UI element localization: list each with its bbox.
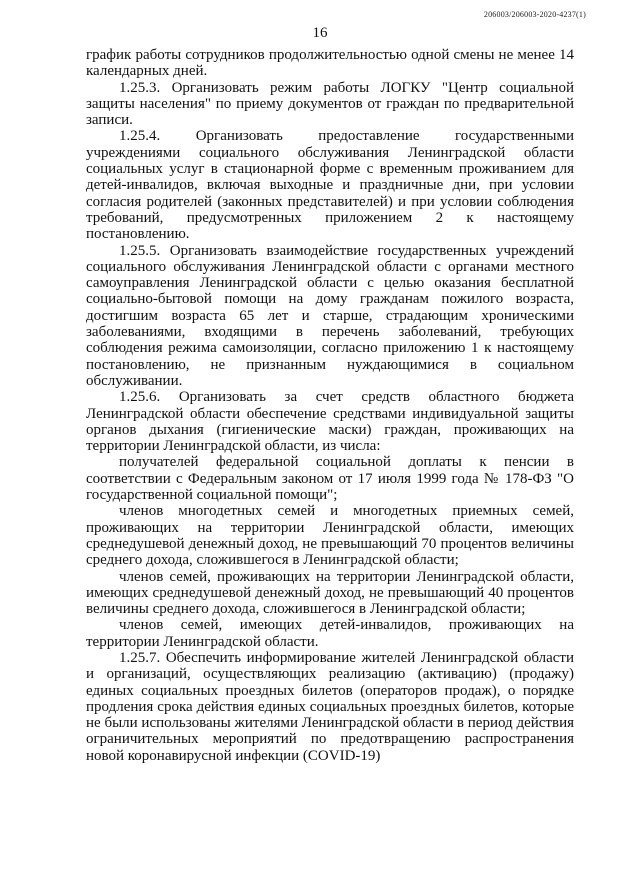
document-body bbox=[86, 47, 574, 764]
document-id: 206003/206003-2020-4237(1) bbox=[483, 10, 586, 19]
paragraph-1-25-6: 1.25.6. Организовать за счет средств областного бюджета Ленинградской области обеспечение средствами индивидуальной защиты органов дыхания (гигиенические маски) граждан, проживающих на территории Ленинградской области, из числа: bbox=[86, 389, 574, 455]
list-item-pension-recipients: получателей федеральной социальной доплаты к пенсии в соответствии с Федеральным законом от 17 июля 1999 года № 178-ФЗ "О государственной социальной помощи"; bbox=[86, 454, 574, 504]
list-item-families-disabled-children: членов семей, имеющих детей-инвалидов, проживающих на территории Ленинградской области. bbox=[86, 617, 574, 650]
paragraph-1-25-3: 1.25.3. Организовать режим работы ЛОГКУ "Центр социальной защиты населения" по приему документов от граждан по предварительной записи. bbox=[86, 79, 574, 129]
list-item-large-families: членов многодетных семей и многодетных приемных семей, проживающих на территории Ленинградской области, имеющих среднедушевой денежный доход, не превышающий 70 процентов величины среднего дохода, сложившегося в Ленинградской области; bbox=[86, 503, 574, 569]
page-number: 16 bbox=[312, 25, 328, 41]
list-item-low-income-families: членов семей, проживающих на территории Ленинградской области, имеющих среднедушевой денежный доход, не превышающий 40 процентов величины среднего дохода, сложившегося в Ленинградской области; bbox=[86, 568, 574, 618]
paragraph-1-25-5: 1.25.5. Организовать взаимодействие государственных учреждений социального обслуживания Ленинградской области с органами местного самоуправления Ленинградской области с целью оказания бесплатной социально-бытовой помощи на дому гражданам пожилого возраста, достигшим возраста 65 лет и старше, страдающим хроническими заболеваниями, входящими в перечень заболеваний, требующих соблюдения режима самоизоляции, согласно приложению 1 к настоящему постановлению, не признанным нуждающимися в социальном обслуживании. bbox=[86, 242, 574, 389]
paragraph-schedule-continuation: график работы сотрудников продолжительностью одной смены не менее 14 календарных дней. bbox=[86, 47, 574, 80]
paragraph-1-25-7: 1.25.7. Обеспечить информирование жителей Ленинградской области и организаций, осуществляющих реализацию (активацию) (продажу) единых социальных проездных билетов (операторов продаж), о порядке продления срока действия единых социальных проездных билетов, которые не были использованы жителями Ленинградской области в период действия ограничительных мероприятий по предотвращению распространения новой коронавирусной инфекции (COVID-19) bbox=[86, 649, 574, 764]
paragraph-1-25-4: 1.25.4. Организовать предоставление государственными учреждениями социального обслуживания Ленинградской области социальных услуг в стационарной форме с временным проживанием для детей-инвалидов, включая выходные и праздничные дни, при условии согласия родителей (законных представителей) и при условии соблюдения требований, предусмотренных приложением 2 к настоящему постановлению. bbox=[86, 128, 574, 243]
